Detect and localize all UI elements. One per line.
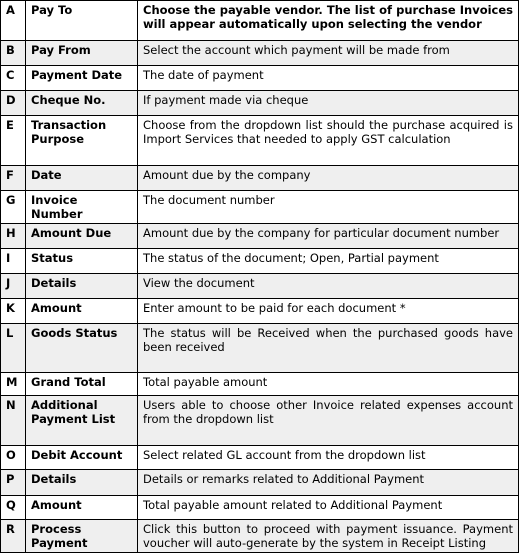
row-letter: C xyxy=(1,66,26,91)
row-field-name: Transaction Purpose xyxy=(26,116,138,166)
table-row xyxy=(1,446,519,470)
row-field-name: Amount Due xyxy=(26,224,138,249)
row-letter: O xyxy=(1,446,26,470)
row-field-name: Status xyxy=(26,249,138,274)
row-field-name: Cheque No. xyxy=(26,91,138,116)
table-row xyxy=(1,91,519,116)
table-row xyxy=(1,41,519,66)
row-letter: R xyxy=(1,520,26,553)
row-field-name: Debit Account xyxy=(26,446,138,470)
table-row xyxy=(1,224,519,249)
row-letter: N xyxy=(1,396,26,446)
row-letter: P xyxy=(1,470,26,496)
row-description: The document number xyxy=(138,191,519,224)
row-description: Amount due by the company xyxy=(138,166,519,191)
row-letter: L xyxy=(1,324,26,373)
row-field-name: Payment Date xyxy=(26,66,138,91)
row-field-name: Grand Total xyxy=(26,373,138,396)
table-row xyxy=(1,373,519,396)
row-description: Click this button to proceed with payment issuance. Payment voucher will auto-generate by the system in Receipt Listing xyxy=(138,520,519,553)
row-field-name: Date xyxy=(26,166,138,191)
row-description: The status will be Received when the purchased goods have been received xyxy=(138,324,519,373)
row-description: View the document xyxy=(138,274,519,299)
row-description: Users able to choose other Invoice related expenses account from the dropdown list xyxy=(138,396,519,446)
row-field-name: Pay From xyxy=(26,41,138,66)
table-row xyxy=(1,520,519,553)
row-field-name: Additional Payment List xyxy=(26,396,138,446)
row-field-name: Details xyxy=(26,470,138,496)
row-field-name: Goods Status xyxy=(26,324,138,373)
row-description: Total payable amount xyxy=(138,373,519,396)
table-row xyxy=(1,191,519,224)
row-description: Select related GL account from the dropdown list xyxy=(138,446,519,470)
row-letter: J xyxy=(1,274,26,299)
row-description: The date of payment xyxy=(138,66,519,91)
row-letter: I xyxy=(1,249,26,274)
row-description: Enter amount to be paid for each document * xyxy=(138,299,519,324)
row-description: Total payable amount related to Additional Payment xyxy=(138,496,519,520)
table-row xyxy=(1,324,519,373)
row-field-name: Invoice Number xyxy=(26,191,138,224)
row-field-name: Pay To xyxy=(26,1,138,41)
table-row xyxy=(1,470,519,496)
row-field-name: Process Payment xyxy=(26,520,138,553)
table-row xyxy=(1,299,519,324)
row-description: If payment made via cheque xyxy=(138,91,519,116)
table-row xyxy=(1,1,519,41)
row-letter: B xyxy=(1,41,26,66)
row-description: Amount due by the company for particular document number xyxy=(138,224,519,249)
table-row xyxy=(1,496,519,520)
table-row xyxy=(1,274,519,299)
table-row xyxy=(1,116,519,166)
row-field-name: Details xyxy=(26,274,138,299)
row-letter: H xyxy=(1,224,26,249)
row-letter: E xyxy=(1,116,26,166)
table-row xyxy=(1,66,519,91)
row-description: The status of the document; Open, Partial payment xyxy=(138,249,519,274)
table-row xyxy=(1,166,519,191)
row-letter: F xyxy=(1,166,26,191)
row-description: Choose from the dropdown list should the purchase acquired is Import Services that needed to apply GST calculation xyxy=(138,116,519,166)
row-letter: Q xyxy=(1,496,26,520)
row-field-name: Amount xyxy=(26,299,138,324)
row-description: Details or remarks related to Additional Payment xyxy=(138,470,519,496)
row-description: Select the account which payment will be made from xyxy=(138,41,519,66)
table-row xyxy=(1,396,519,446)
row-letter: G xyxy=(1,191,26,224)
row-field-name: Amount xyxy=(26,496,138,520)
row-letter: K xyxy=(1,299,26,324)
row-letter: M xyxy=(1,373,26,396)
row-letter: A xyxy=(1,1,26,41)
row-description: Choose the payable vendor. The list of purchase Invoices will appear automatically upon selecting the vendor xyxy=(138,1,519,41)
table-row xyxy=(1,249,519,274)
row-letter: D xyxy=(1,91,26,116)
